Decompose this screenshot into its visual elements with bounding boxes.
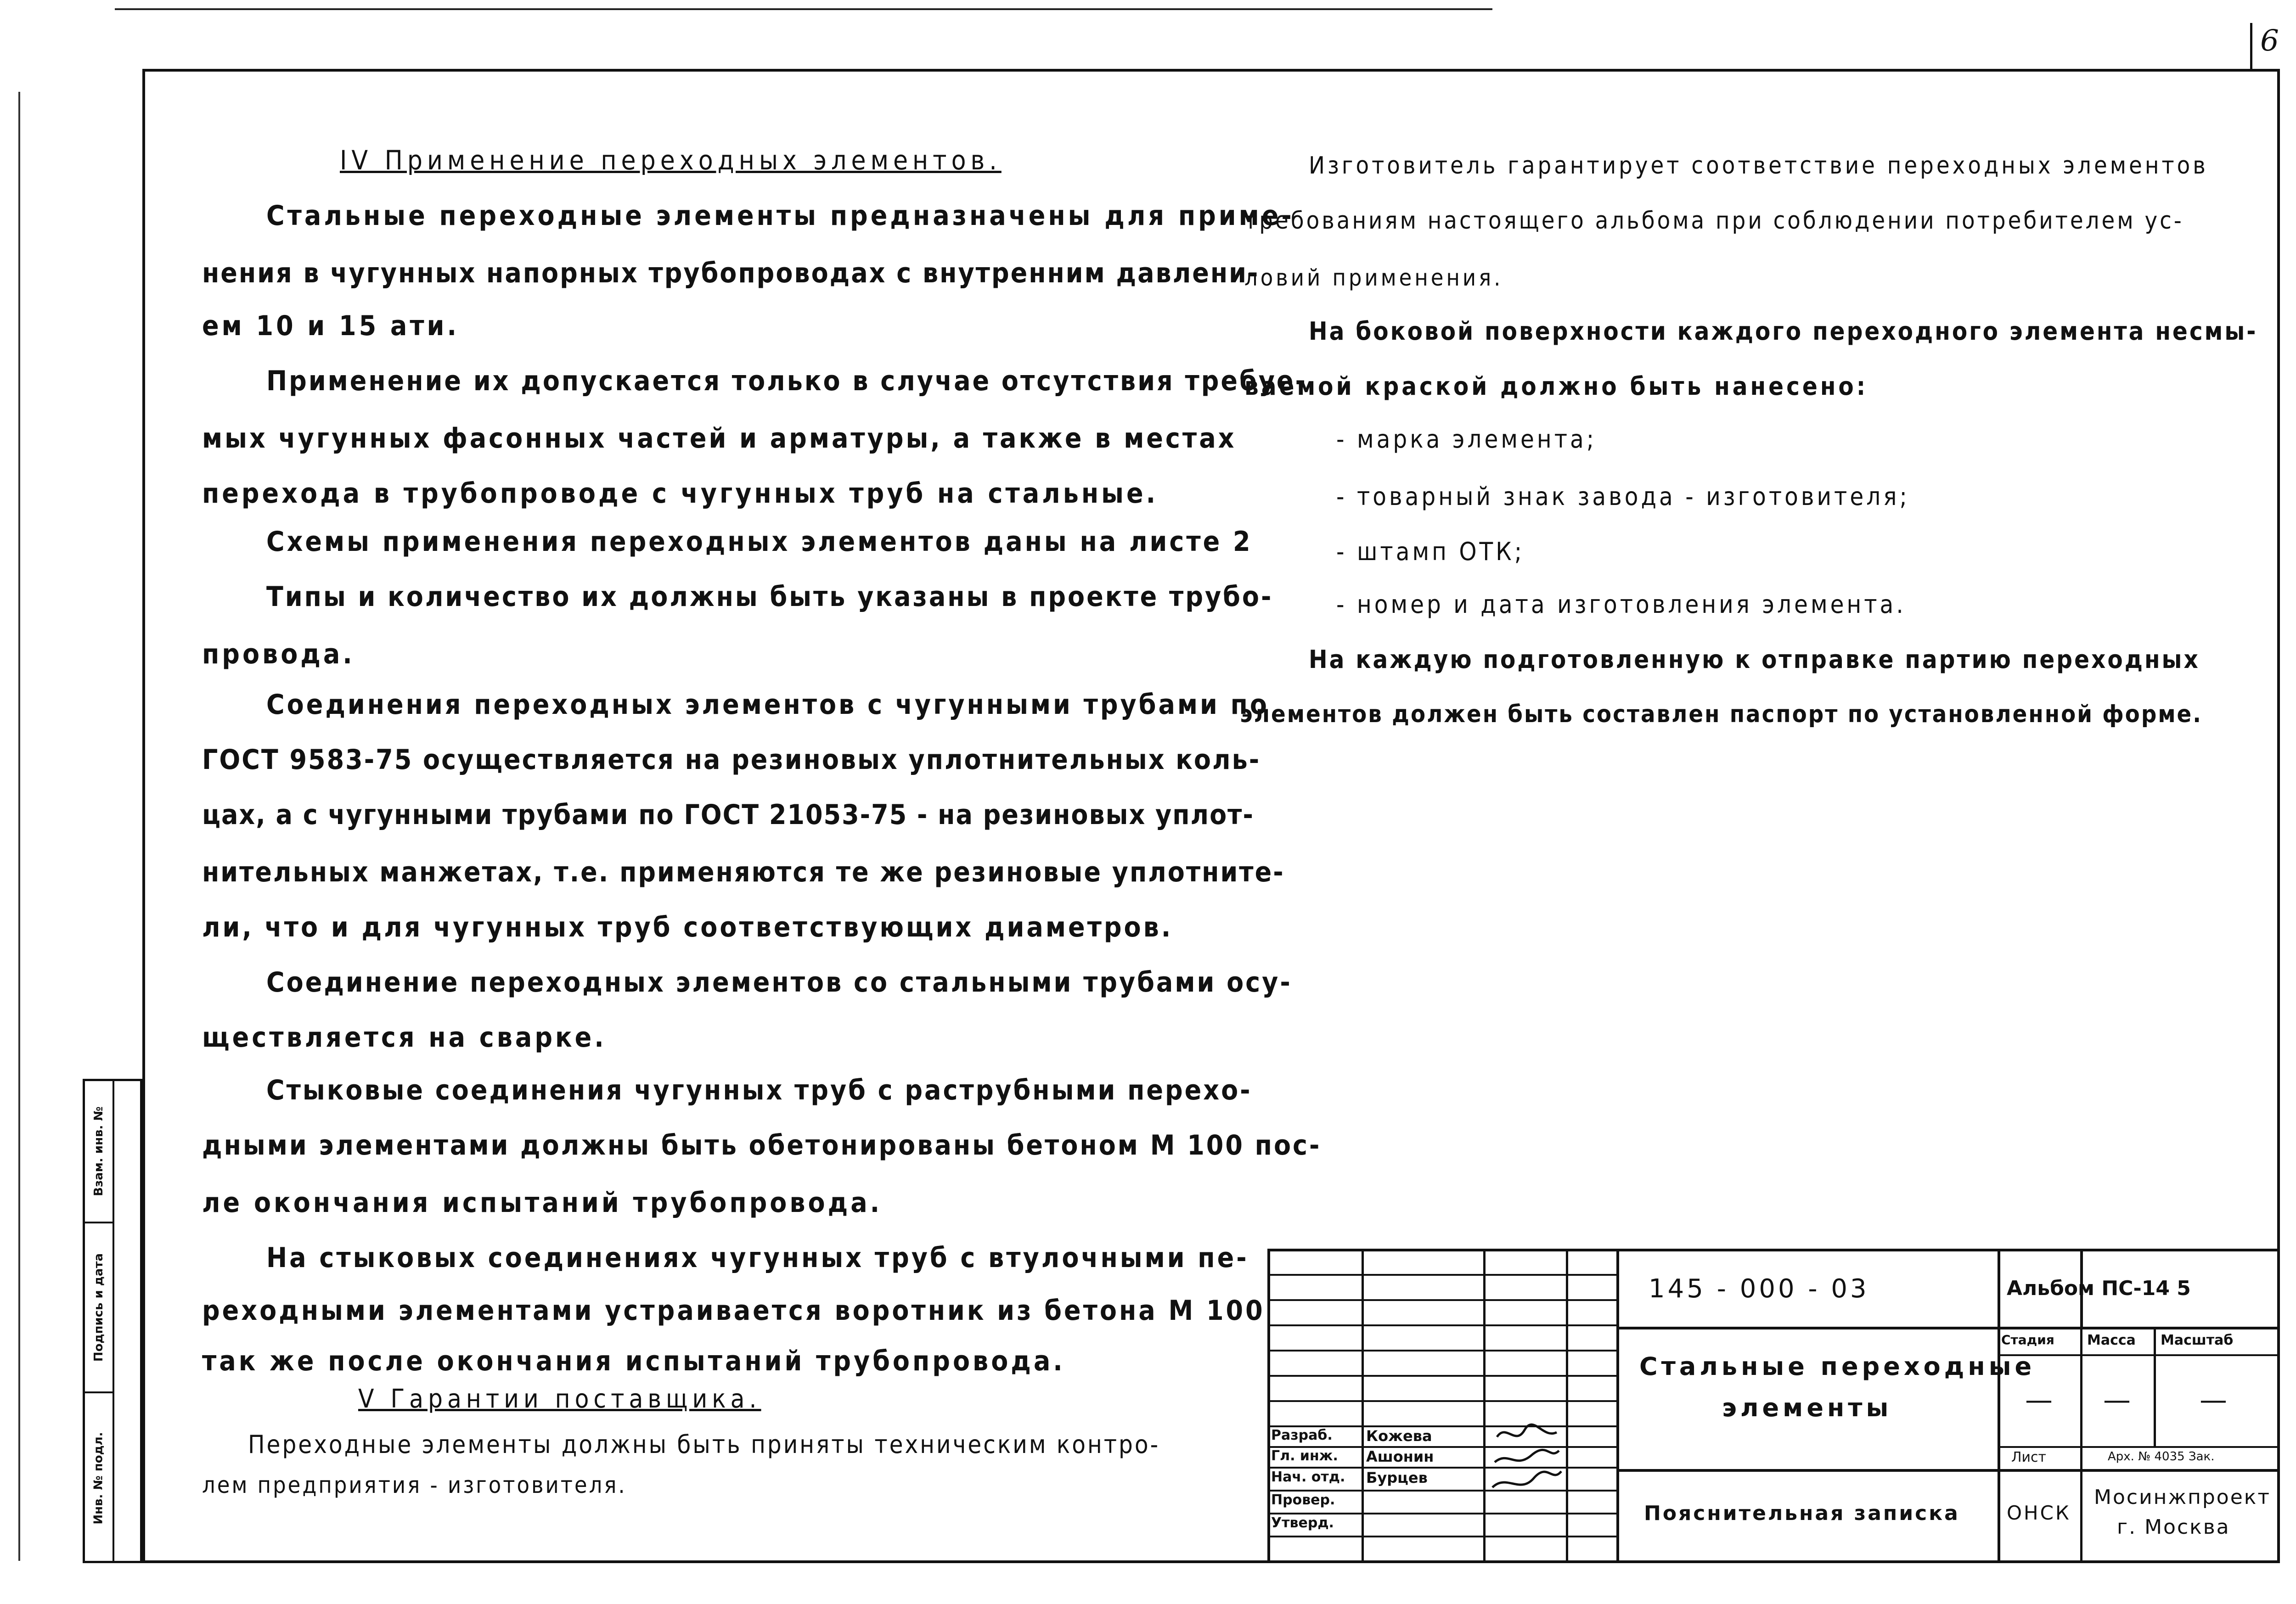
mass-value: — <box>2103 1384 2131 1416</box>
body-line: Применение их допускается только в случае отсутствия требуе- <box>266 365 1307 397</box>
body-line: ловий применения. <box>1244 264 1503 291</box>
body-line: мых чугунных фасонных частей и арматуры, а также в местах <box>202 422 1237 454</box>
album-label: Альбом ПС-14 5 <box>2007 1277 2191 1300</box>
body-line: Типы и количество их должны быть указаны в проекте трубо- <box>266 581 1273 613</box>
body-line: ем 10 и 15 ати. <box>202 310 459 342</box>
side-stamp-cell-inv: Инв. № подл. <box>92 1432 106 1525</box>
body-line: дными элементами должны быть обетонированы бетоном М 100 пос- <box>202 1129 1322 1161</box>
body-line: нения в чугунных напорных трубопроводах с внутренним давлени- <box>202 257 1260 289</box>
body-line: реходными элементами устраивается воротник из бетона М 100 <box>202 1295 1265 1327</box>
body-line: Изготовитель гарантирует соответствие переходных элементов <box>1309 152 2208 179</box>
stage-value: — <box>2025 1384 2053 1416</box>
organization-name: Мосинжпроект <box>2094 1486 2271 1509</box>
scan-edge-line-left <box>18 92 20 1561</box>
document-code: 145 - 000 - 03 <box>1649 1274 1869 1304</box>
side-stamp <box>83 1079 142 1563</box>
body-line: На боковой поверхности каждого переходного элемента несмы- <box>1309 317 2258 346</box>
section-heading-iv: IV Применение переходных элементов. <box>340 145 1002 176</box>
name-label: Ашонин <box>1366 1448 1434 1465</box>
signature-marks <box>1488 1419 1566 1506</box>
name-label: Бурцев <box>1366 1469 1428 1486</box>
name-label: Кожева <box>1366 1427 1432 1445</box>
side-stamp-divider <box>113 1081 114 1561</box>
body-line: Соединения переходных элементов с чугунными трубами по <box>266 689 1269 721</box>
stage-label: Стадия <box>2001 1332 2054 1347</box>
body-line: ваемой краской должно быть нанесено: <box>1244 372 1868 401</box>
body-line: ли, что и для чугунных труб соответствующих диаметров. <box>202 911 1173 943</box>
scale-label: Масштаб <box>2161 1332 2234 1348</box>
list-item: - номер и дата изготовления элемента. <box>1336 590 1906 619</box>
role-label: Нач. отд. <box>1271 1469 1345 1485</box>
list-item: - товарный знак завода - изготовителя; <box>1336 482 1910 511</box>
body-line: цах, а с чугунными трубами по ГОСТ 21053-75 - на резиновых уплот- <box>202 799 1254 831</box>
document-name: Пояснительная записка <box>1644 1502 1960 1525</box>
body-line: На стыковых соединениях чугунных труб с втулочными пе- <box>266 1242 1249 1274</box>
archive-label: Арх. № 4035 Зак. <box>2108 1450 2215 1464</box>
sheet-label: Лист <box>2011 1449 2047 1465</box>
body-line: Стальные переходные элементы предназначены для приме- <box>266 200 1294 232</box>
body-line: ГОСТ 9583-75 осуществляется на резиновых уплотнительных коль- <box>202 744 1261 776</box>
organization-city: г. Москва <box>2117 1515 2230 1539</box>
body-line: Схемы применения переходных элементов даны на листе 2 <box>266 526 1253 558</box>
body-line: лем предприятия - изготовителя. <box>202 1472 627 1498</box>
list-item: - штамп ОТК; <box>1336 537 1525 566</box>
body-line: перехода в трубопроводе с чугунных труб на стальные. <box>202 477 1159 510</box>
body-line: На каждую подготовленную к отправке партию переходных <box>1309 645 2200 674</box>
body-line: провода. <box>202 638 355 670</box>
role-label: Утверд. <box>1271 1515 1334 1531</box>
drawing-title-line1: Стальные переходные <box>1639 1352 2036 1381</box>
role-label: Гл. инж. <box>1271 1448 1338 1464</box>
body-line: ле окончания испытаний трубопровода. <box>202 1187 883 1219</box>
role-label: Провер. <box>1271 1492 1335 1508</box>
list-item: - марка элемента; <box>1336 425 1597 454</box>
body-line: так же после окончания испытаний трубопровода. <box>202 1345 1065 1377</box>
section-heading-v: V Гарантии поставщика. <box>358 1384 761 1414</box>
role-label: Разраб. <box>1271 1427 1333 1443</box>
side-stamp-cell-signature: Подпись и дата <box>85 1223 113 1393</box>
title-block <box>1267 1249 2280 1563</box>
side-stamp-cell-replace: Взам. инв. № <box>85 1081 113 1223</box>
body-line: Переходные элементы должны быть приняты техническим контро- <box>248 1430 1160 1459</box>
body-line: нительных манжетах, т.е. применяются те же резиновые уплотните- <box>202 856 1285 888</box>
body-line: Стыковые соединения чугунных труб с раструбными перехо- <box>266 1074 1252 1106</box>
body-line: Соединение переходных элементов со стальными трубами осу- <box>266 966 1292 998</box>
drawing-title-line2: элементы <box>1722 1393 1892 1422</box>
body-line: требованиям настоящего альбома при соблюдении потребителем ус- <box>1244 207 2184 235</box>
scale-value: — <box>2200 1384 2227 1416</box>
body-line: ществляется на сварке. <box>202 1021 607 1054</box>
body-line: элементов должен быть составлен паспорт по установленной форме. <box>1240 701 2203 728</box>
mass-label: Масса <box>2087 1332 2136 1348</box>
scan-edge-line <box>115 8 1492 10</box>
page-number: 6 <box>2260 24 2279 58</box>
sheets-value: ОНСК <box>2007 1502 2071 1524</box>
